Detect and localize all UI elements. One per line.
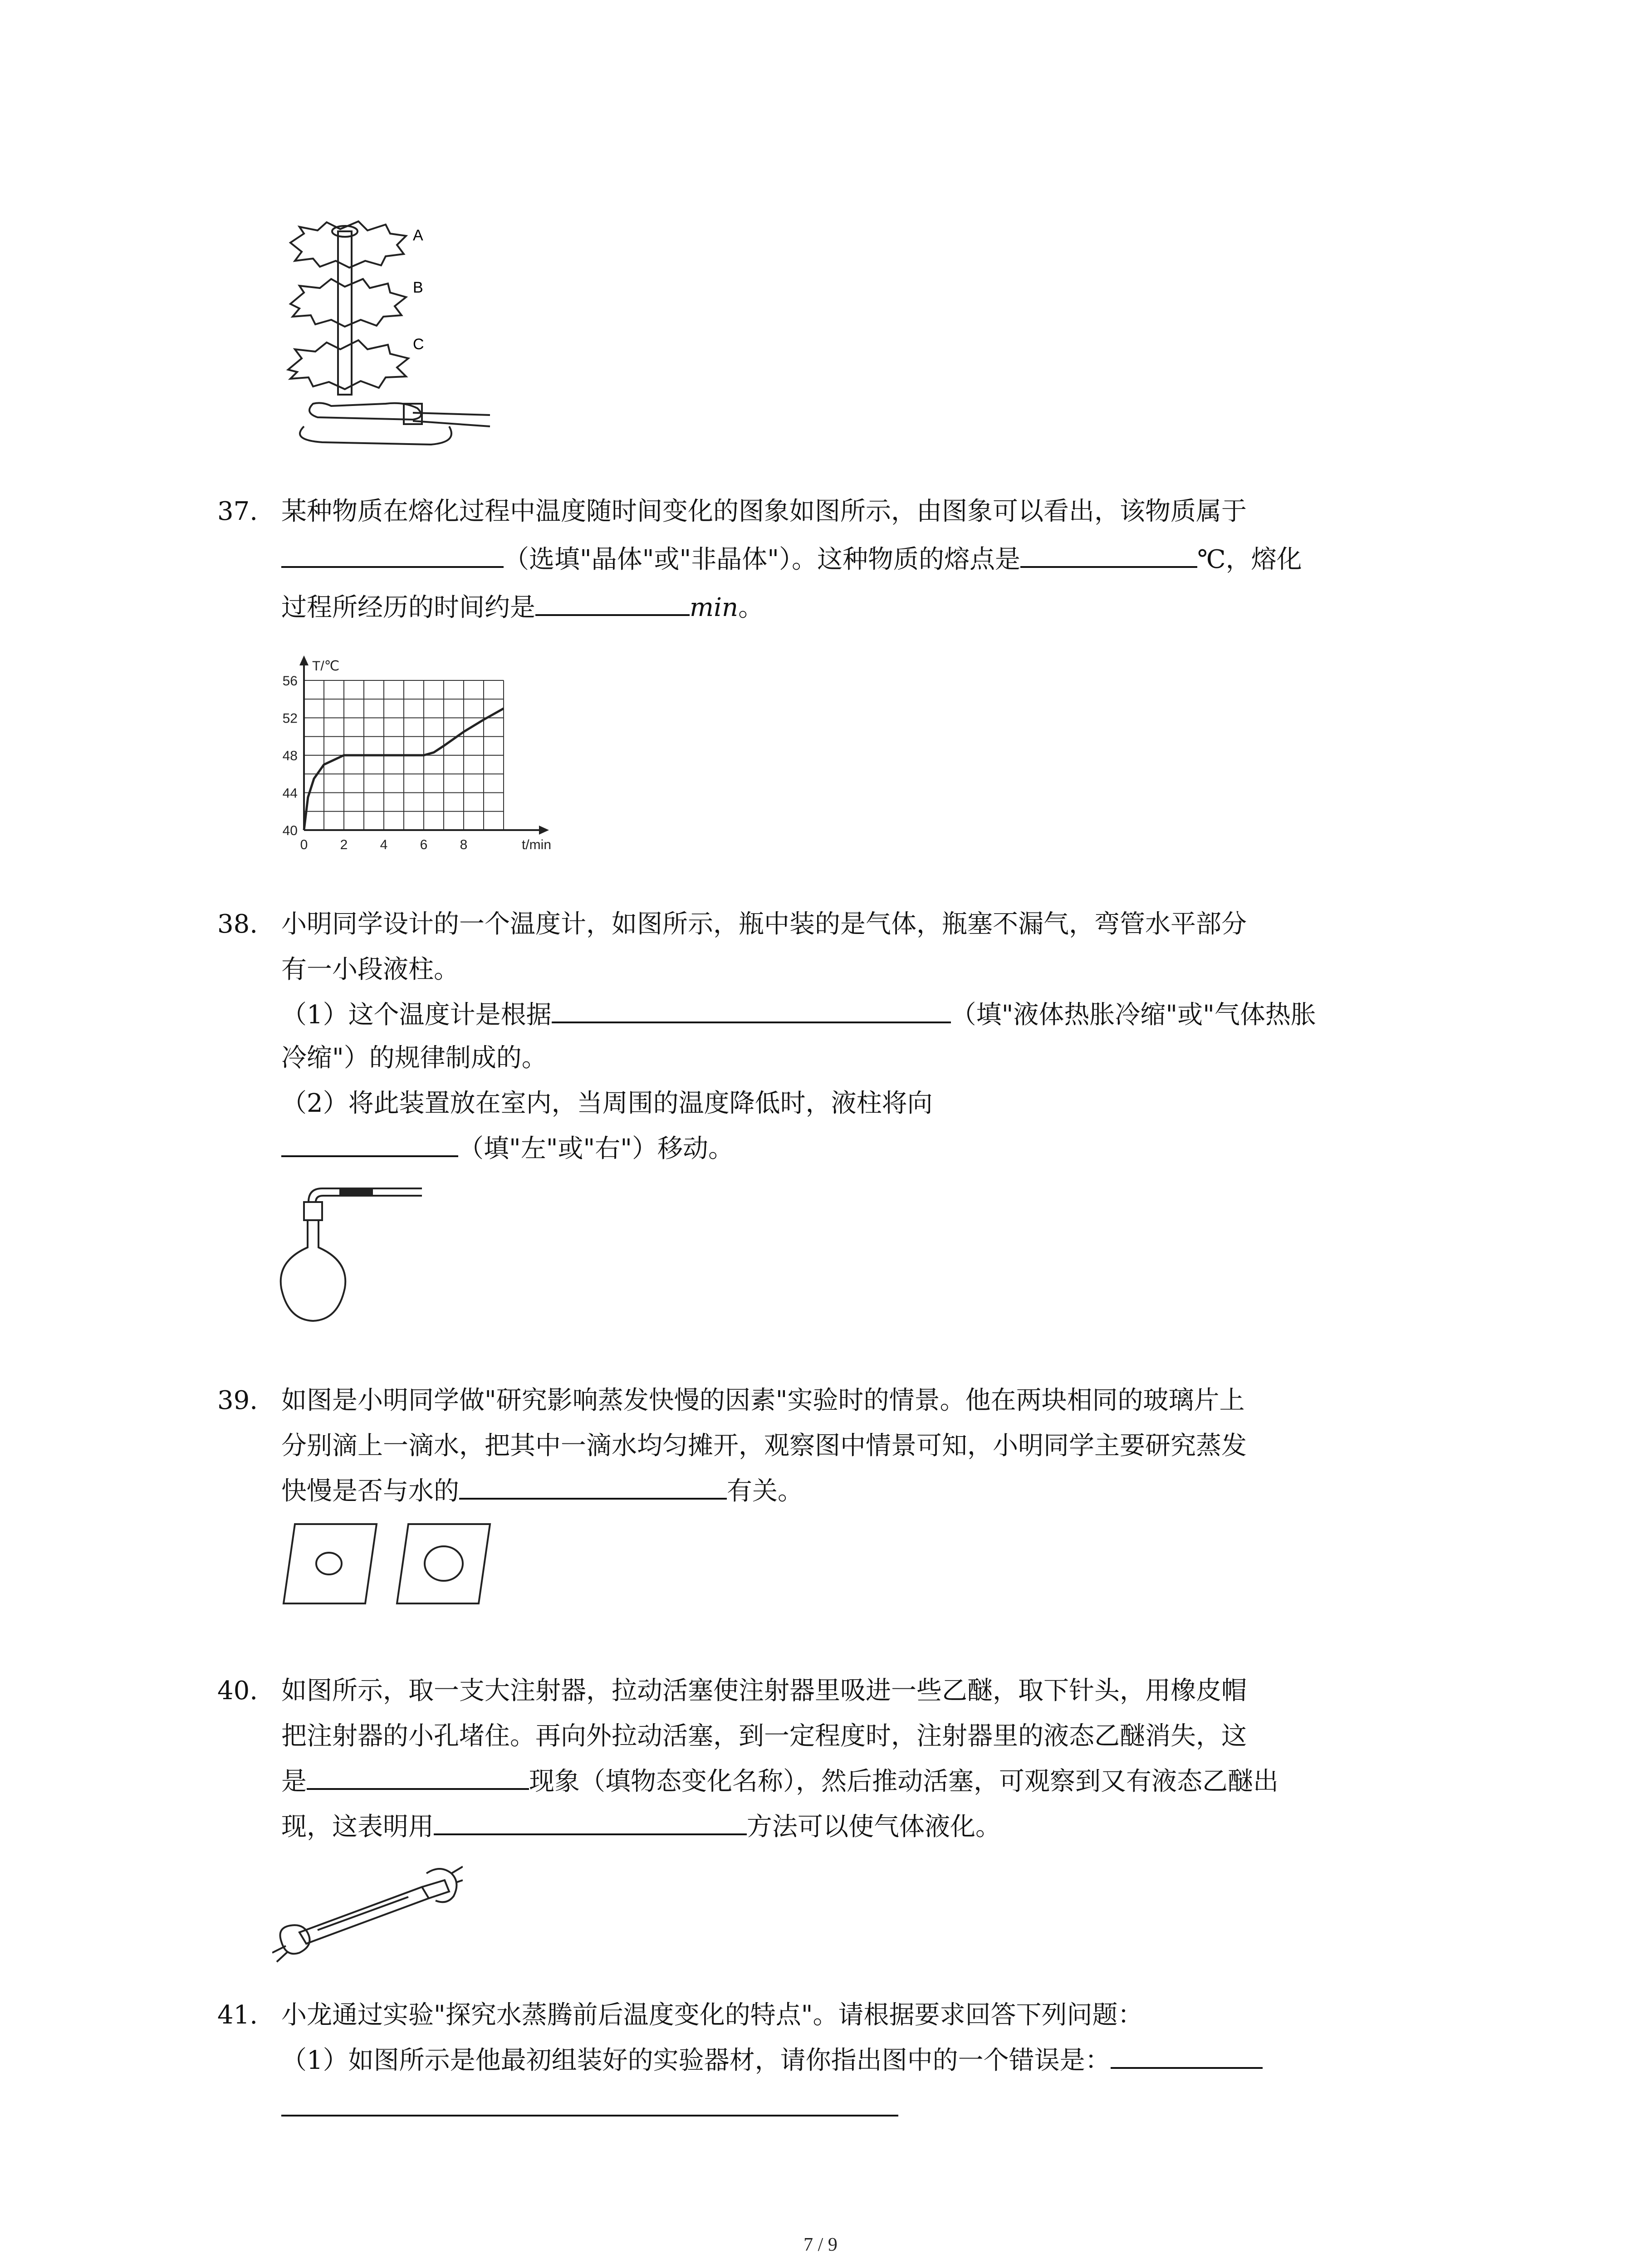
question-number: 41. [217,2000,258,2030]
answer-blank[interactable] [1111,2040,1263,2069]
disc-label-a: A [413,227,423,244]
answer-blank[interactable] [281,1128,458,1157]
question-number: 39. [217,1386,258,1415]
y-tick-label: 52 [282,711,298,726]
y-tick-label: 40 [282,823,298,838]
disc-label-b: B [413,279,423,296]
page-number: 7 / 9 [803,2234,838,2255]
x-tick-label: 2 [340,837,348,852]
q38-sub-2-cont: （填"左"或"右"）移动。 [281,1125,734,1173]
q37-line-1: 某种物质在熔化过程中温度随时间变化的图象如图所示，由图象可以看出，该物质属于 [281,497,1247,526]
q38-sub-1-cont: 冷缩"）的规律制成的。 [281,1043,547,1073]
y-tick-label: 48 [282,748,298,763]
disc-label-c: C [413,336,424,353]
answer-blank[interactable] [1020,539,1197,568]
x-axis-label: t/min [522,837,552,852]
melting-curve-chart [263,635,572,853]
question-number: 40. [217,1676,258,1706]
y-axis-label: T/℃ [312,659,340,674]
glass-plates-figure [277,1520,495,1610]
y-axis-arrow [299,655,309,665]
q38-line-2: 有一小段液柱。 [281,955,459,984]
answer-blank[interactable] [307,1761,529,1790]
answer-blank[interactable] [281,539,504,568]
answer-blank[interactable] [535,587,690,616]
x-tick-label: 8 [460,837,468,852]
q41-line-1: 小龙通过实验"探究水蒸腾前后温度变化的特点"。请根据要求回答下列问题： [281,2000,1143,2030]
q38-sub-1: （1）这个温度计是根据 （填"液体热胀冷缩"或"气体热胀 [281,991,1316,1039]
flask-thermometer-figure [272,1184,436,1329]
q37-line-2: （选填"晶体"或"非晶体"）。这种物质的熔点是 ℃，熔化 [281,536,1302,584]
answer-blank[interactable] [281,2087,898,2116]
question-number: 37. [217,497,258,526]
question-number: 38. [217,909,258,939]
x-tick-label: 6 [420,837,428,852]
q38-line-1: 小明同学设计的一个温度计，如图所示，瓶中装的是气体，瓶塞不漏气，弯管水平部分 [281,909,1247,939]
y-tick-label: 44 [282,786,298,801]
answer-blank[interactable] [459,1471,727,1500]
q39-line-3: 快慢是否与水的 有关。 [281,1467,803,1515]
q38-sub-2: （2）将此装置放在室内，当周围的温度降低时，液柱将向 [281,1089,933,1118]
syringe-hands-figure [272,1855,463,1964]
answer-blank[interactable] [552,994,951,1023]
q40-line-3: 是 现象（填物态变化名称），然后推动活塞，可观察到又有液态乙醚出 [281,1758,1279,1806]
stacked-discs-figure [277,213,504,449]
q39-line-1: 如图是小明同学做"研究影响蒸发快慢的因素"实验时的情景。他在两块相同的玻璃片上 [281,1386,1245,1415]
x-axis-arrow [539,826,549,835]
q40-line-1: 如图所示，取一支大注射器，拉动活塞使注射器里吸进一些乙醚，取下针头，用橡皮帽 [281,1676,1247,1706]
y-tick-label: 56 [282,674,298,689]
q40-line-2: 把注射器的小孔堵住。再向外拉动活塞，到一定程度时，注射器里的液态乙醚消失，这 [281,1721,1247,1751]
q40-line-4: 现，这表明用 方法可以使气体液化。 [281,1803,1001,1851]
q39-line-2: 分别滴上一滴水，把其中一滴水均匀摊开，观察图中情景可知，小明同学主要研究蒸发 [281,1431,1247,1461]
q41-sub-1: （1）如图所示是他最初组装好的实验器材，请你指出图中的一个错误是： [281,2037,1263,2085]
answer-blank[interactable] [434,1806,747,1835]
q37-line-3: 过程所经历的时间约是 min。 [281,584,764,632]
x-tick-label: 4 [380,837,388,852]
x-tick-label: 0 [300,837,308,852]
